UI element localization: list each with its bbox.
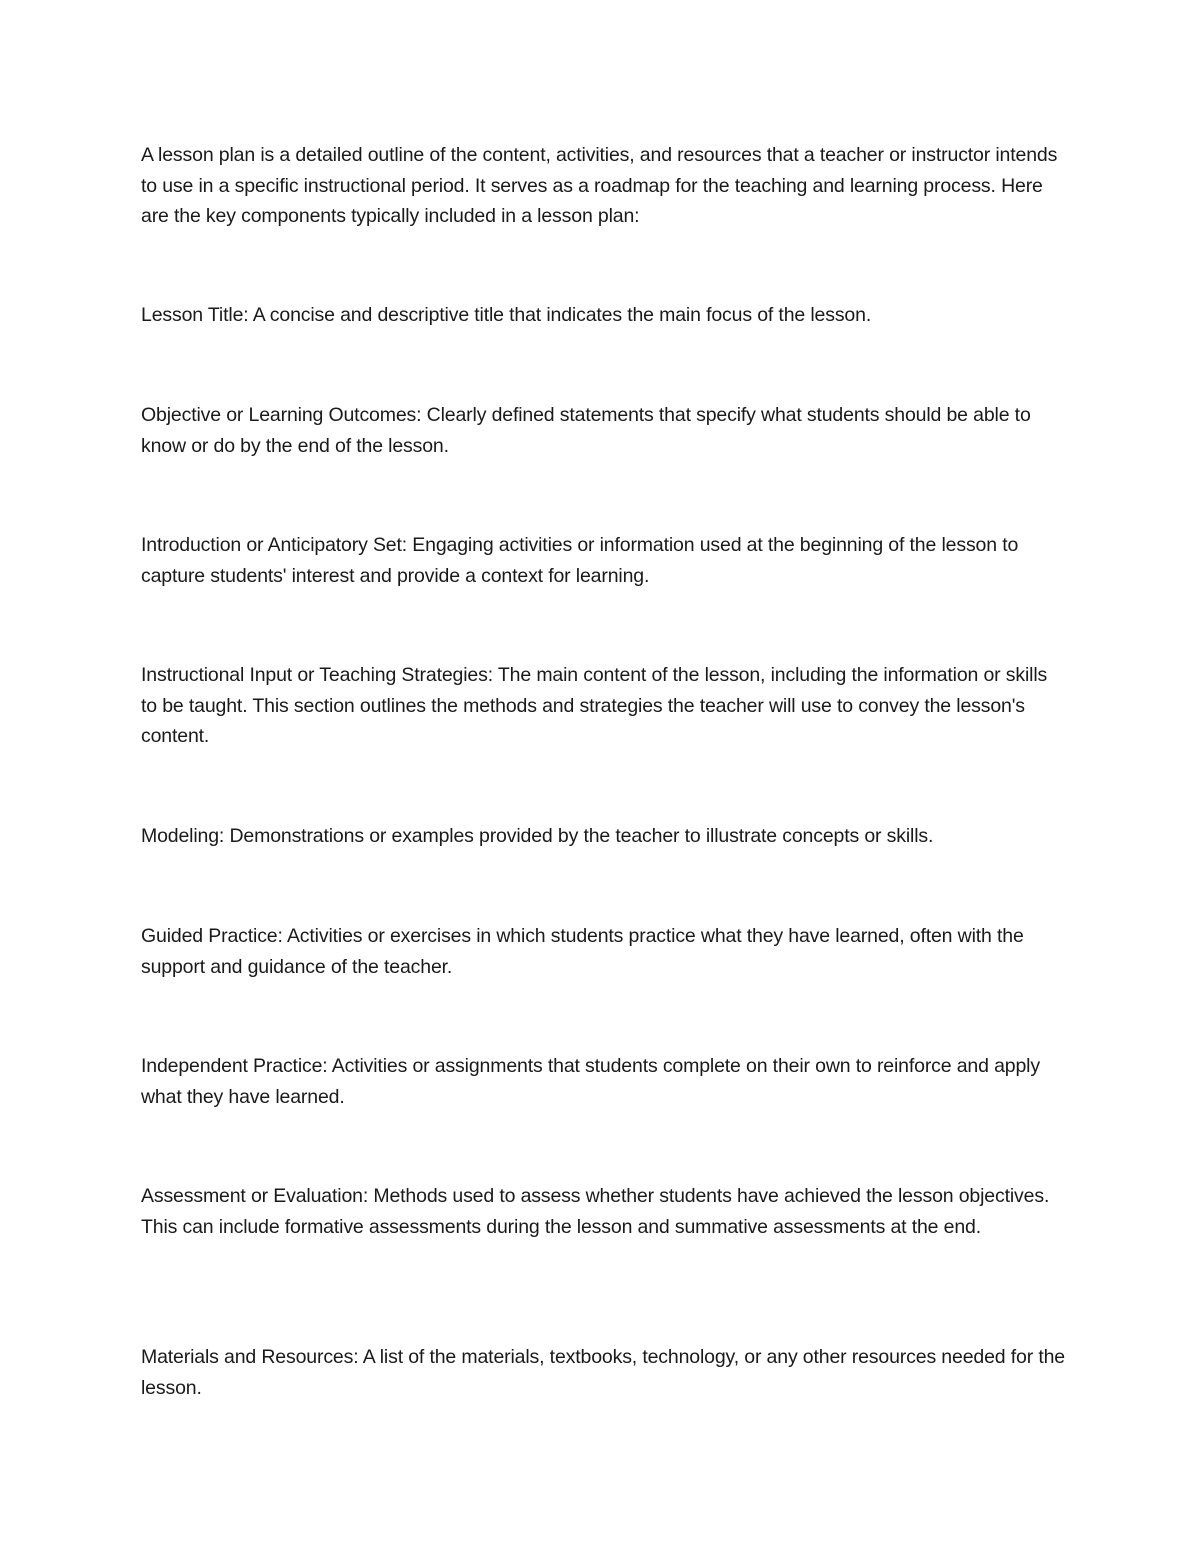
section-instructional-input: Instructional Input or Teaching Strategies: The main content of the lesson, including the information or skills to be taught. This section outlines the methods and strategies the teacher will use to convey the lesson's content. [141,664,1048,747]
section-materials: Materials and Resources: A list of the materials, textbooks, technology, or any other resources needed for the lesson. [141,1346,1065,1399]
section-objective: Objective or Learning Outcomes: Clearly defined statements that specify what students should be able to know or do by the end of the lesson. [141,404,1031,457]
section-introduction: Introduction or Anticipatory Set: Engaging activities or information used at the beginning of the lesson to capture students' interest and provide a context for learning. [141,534,1019,587]
section-assessment: Assessment or Evaluation: Methods used to assess whether students have achieved the lesson objectives. This can include formative assessments during the lesson and summative assessments at the end. [141,1185,1050,1238]
section-lesson-title: Lesson Title: A concise and descriptive title that indicates the main focus of the lesson. [141,304,872,326]
intro-paragraph: A lesson plan is a detailed outline of the content, activities, and resources that a teacher or instructor intends to use in a specific instructional period. It serves as a roadmap for the teaching and learning process. Here are the key components typically included in a lesson plan: [141,144,1058,227]
section-modeling: Modeling: Demonstrations or examples provided by the teacher to illustrate concepts or skills. [141,825,934,847]
section-guided-practice: Guided Practice: Activities or exercises in which students practice what they have learned, often with the support and guidance of the teacher. [141,925,1024,978]
section-independent-practice: Independent Practice: Activities or assignments that students complete on their own to reinforce and apply what they have learned. [141,1055,1040,1108]
